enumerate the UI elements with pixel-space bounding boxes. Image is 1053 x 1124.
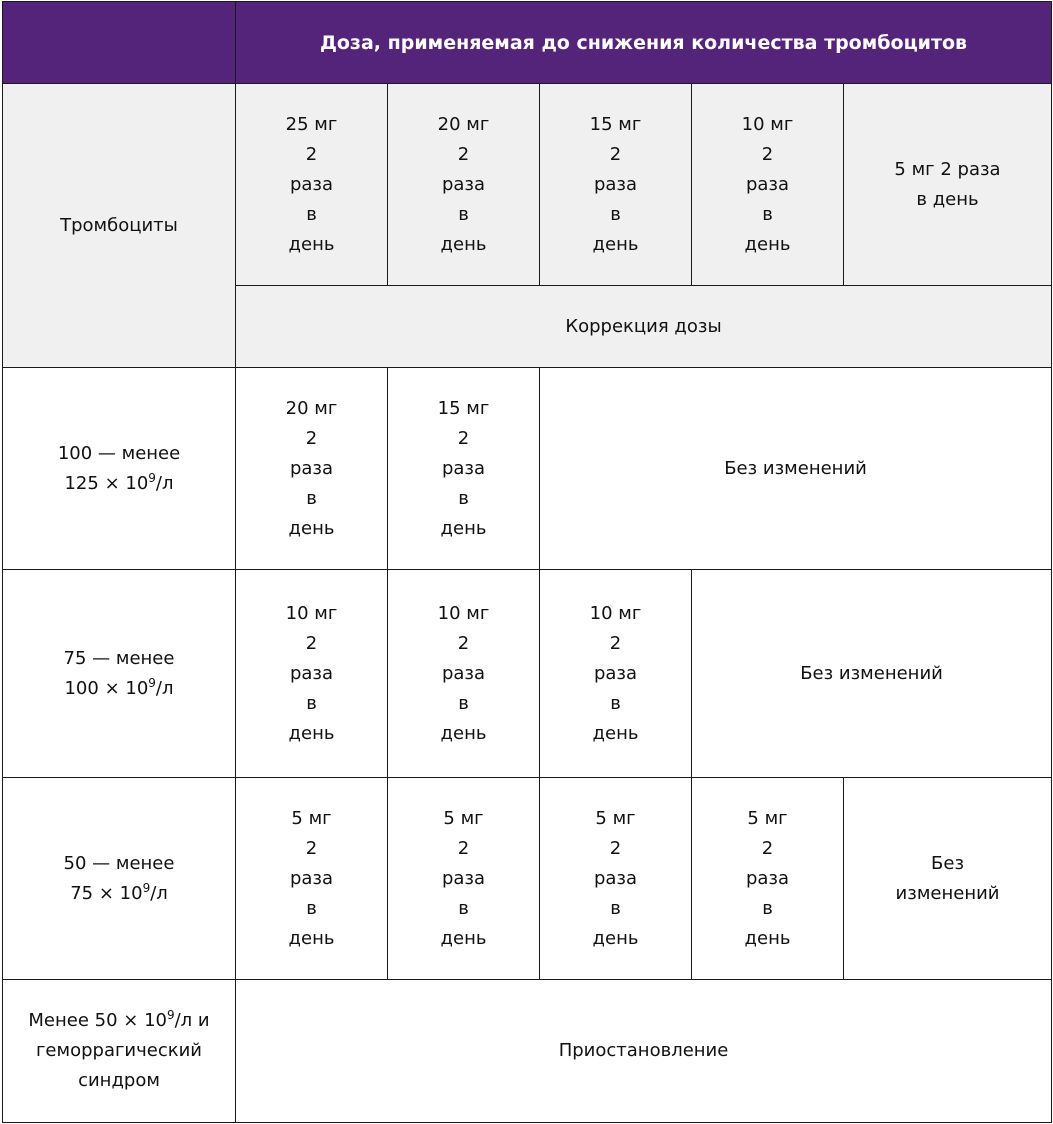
dose-level-cell: 20 мг 2 раза в день xyxy=(388,84,540,286)
dose-cell: 10 мг 2 раза в день xyxy=(236,570,388,778)
exponent: 9 xyxy=(148,675,156,690)
suspension-cell: Приостановление xyxy=(236,980,1052,1123)
header-title: Доза, применяемая до снижения количества тромбоцитов xyxy=(236,2,1052,84)
dose-level-cell: 15 мг 2 раза в день xyxy=(540,84,692,286)
table-row xyxy=(3,980,1052,1123)
dose-cell: 5 мг 2 раза в день xyxy=(236,778,388,980)
range-text: 100 — менее 125 × 10 xyxy=(57,442,181,494)
dose-cell: 10 мг 2 раза в день xyxy=(540,570,692,778)
range-unit: /л xyxy=(155,677,174,699)
platelet-range-label xyxy=(3,778,236,980)
platelet-range-label xyxy=(3,570,236,778)
dose-level-cell: 5 мг 2 раза в день xyxy=(844,84,1052,286)
no-change-cell: Без изменений xyxy=(844,778,1052,980)
range-text: 50 — менее 75 × 10 xyxy=(63,852,175,904)
dose-cell: 20 мг 2 раза в день xyxy=(236,368,388,570)
table-row xyxy=(3,778,1052,980)
dose-adjustment-table xyxy=(2,1,1052,1123)
range-unit: /л xyxy=(155,472,174,494)
table-row xyxy=(3,368,1052,570)
dose-cell: 5 мг 2 раза в день xyxy=(388,778,540,980)
exponent: 9 xyxy=(166,1008,175,1022)
dose-cell: 5 мг 2 раза в день xyxy=(540,778,692,980)
no-change-cell: Без изменений xyxy=(692,570,1052,778)
table-row xyxy=(3,570,1052,778)
platelets-label: Тромбоциты xyxy=(3,84,236,368)
range-unit: /л xyxy=(150,882,168,904)
dose-levels-row xyxy=(3,84,1052,286)
range-text: Менее 50 × 10 xyxy=(28,1010,167,1031)
exponent: 9 xyxy=(148,470,156,485)
platelet-range-label xyxy=(3,368,236,570)
exponent: 9 xyxy=(142,880,151,895)
dose-cell: 10 мг 2 раза в день xyxy=(388,570,540,778)
header-corner-cell xyxy=(3,2,236,84)
range-unit: /л и геморрагический синдром xyxy=(35,1010,210,1091)
dose-level-cell: 25 мг 2 раза в день xyxy=(236,84,388,286)
platelet-range-label xyxy=(3,980,236,1123)
dose-cell: 5 мг 2 раза в день xyxy=(692,778,844,980)
no-change-cell: Без изменений xyxy=(540,368,1052,570)
correction-label: Коррекция дозы xyxy=(236,286,1052,368)
header-row xyxy=(3,2,1052,84)
dose-cell: 15 мг 2 раза в день xyxy=(388,368,540,570)
range-text: 75 — менее 100 × 10 xyxy=(63,647,175,699)
dose-level-cell: 10 мг 2 раза в день xyxy=(692,84,844,286)
